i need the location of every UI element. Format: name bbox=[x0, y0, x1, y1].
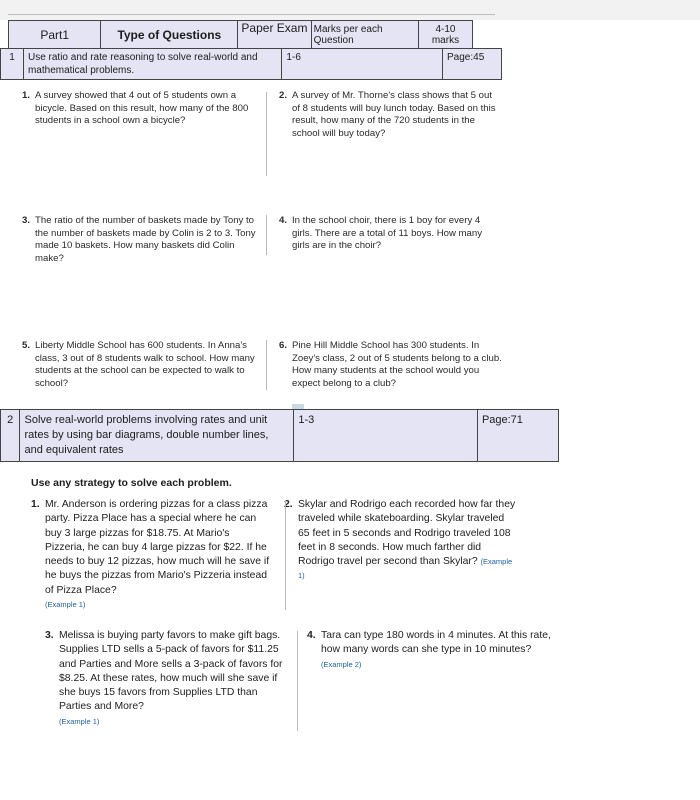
section-2-description: Solve real-world problems involving rates and unit rates by using bar diagrams, double number lines, and equivalent rates bbox=[20, 410, 294, 462]
example-ref: (Example 1) bbox=[45, 600, 86, 610]
question-2-1: 1. Mr. Anderson is ordering pizzas for a class pizza party. Pizza Place has a special where he can buy 3 large pizzas for $18.75. At Mario's Pizzeria, he can buy 4 large pizzas for $22. If he needs to buy 12 pizzas, how much will he save if he buys the pizzas from Mario's Pizzeria instead of Pizza Place? (Example 1) bbox=[31, 499, 270, 610]
example-ref: (Example 2) bbox=[321, 659, 362, 669]
question-2-3: 3. Melissa is buying party favors to make gift bags. Supplies LTD sells a 5-pack of favors for $11.25 and Parties and More sells a 3-pack of favors for $8.25. At these rates, how much will she save if she buys 15 favors from Supplies LTD than Parties and More? (Example 1) bbox=[45, 630, 283, 726]
question-1-2: 2. A survey of Mr. Thorne's class shows that 5 out of 8 students will buy lunch today. Based on this result, how many of the 720 students in the school will buy today? bbox=[279, 90, 496, 139]
section-2-number: 2 bbox=[1, 410, 20, 462]
column-divider bbox=[297, 631, 298, 731]
section-2-questions: 1-3 bbox=[294, 410, 478, 462]
section-2-page: Page:71 bbox=[477, 410, 558, 462]
section-1-row bbox=[0, 48, 502, 80]
part-cell: Part1 bbox=[9, 21, 101, 50]
question-2-2: 2. Skylar and Rodrigo each recorded how far they traveled while skateboarding. Skylar traveled 65 feet in 5 seconds and Rodrigo traveled 108 feet in 8 seconds. How much farther did Rodrigo travel per second than Skylar? (Example 1) bbox=[284, 499, 516, 581]
column-divider bbox=[266, 92, 267, 176]
exam-cell: Paper Exam bbox=[238, 21, 311, 50]
example-ref: (Example 1) bbox=[298, 557, 513, 581]
section-2-instruction: Use any strategy to solve each problem. bbox=[31, 477, 232, 489]
question-1-3: 3. The ratio of the number of baskets made by Tony to the number of baskets made by Colin is 2 to 3. Tony made 10 baskets. How many baskets did Colin make? bbox=[22, 215, 256, 264]
column-divider bbox=[266, 215, 267, 255]
column-divider bbox=[285, 500, 286, 610]
question-1-4: 4. In the school choir, there is 1 boy for every 4 girls. There are a total of 11 boys. How many girls are in the choir? bbox=[279, 215, 483, 251]
section-1-description: Use ratio and rate reasoning to solve real-world and mathematical problems. bbox=[23, 49, 281, 80]
type-cell: Type of Questions bbox=[101, 21, 238, 50]
question-1-6: 6. Pine Hill Middle School has 300 students. In Zoey's class, 2 out of 5 students belong to a club. How many students at the school would you expect belong to a club? bbox=[279, 340, 502, 389]
example-ref: (Example 1) bbox=[59, 716, 100, 726]
exam-header-table bbox=[8, 20, 473, 50]
marks-cell: Marks per each Question bbox=[311, 21, 418, 50]
scan-top-edge bbox=[0, 0, 700, 20]
section-2-row bbox=[0, 409, 559, 462]
question-1-5: 5. Liberty Middle School has 600 students. In Anna's class, 3 out of 8 students walk to school. How many students at the school can be expected to walk to school? bbox=[22, 340, 255, 389]
section-1-number: 1 bbox=[1, 49, 24, 80]
marks-range-cell: 4-10 marks bbox=[418, 21, 472, 50]
section-1-page: Page:45 bbox=[443, 49, 502, 80]
question-2-4: 4. Tara can type 180 words in 4 minutes. At this rate, how many words can she type in 10 minutes? (Example 2) bbox=[307, 630, 551, 669]
question-1-1: 1. A survey showed that 4 out of 5 students own a bicycle. Based on this result, how many of the 800 students in a school own a bicycle? bbox=[22, 90, 249, 126]
section-1-questions: 1-6 bbox=[282, 49, 443, 80]
column-divider bbox=[266, 340, 267, 390]
